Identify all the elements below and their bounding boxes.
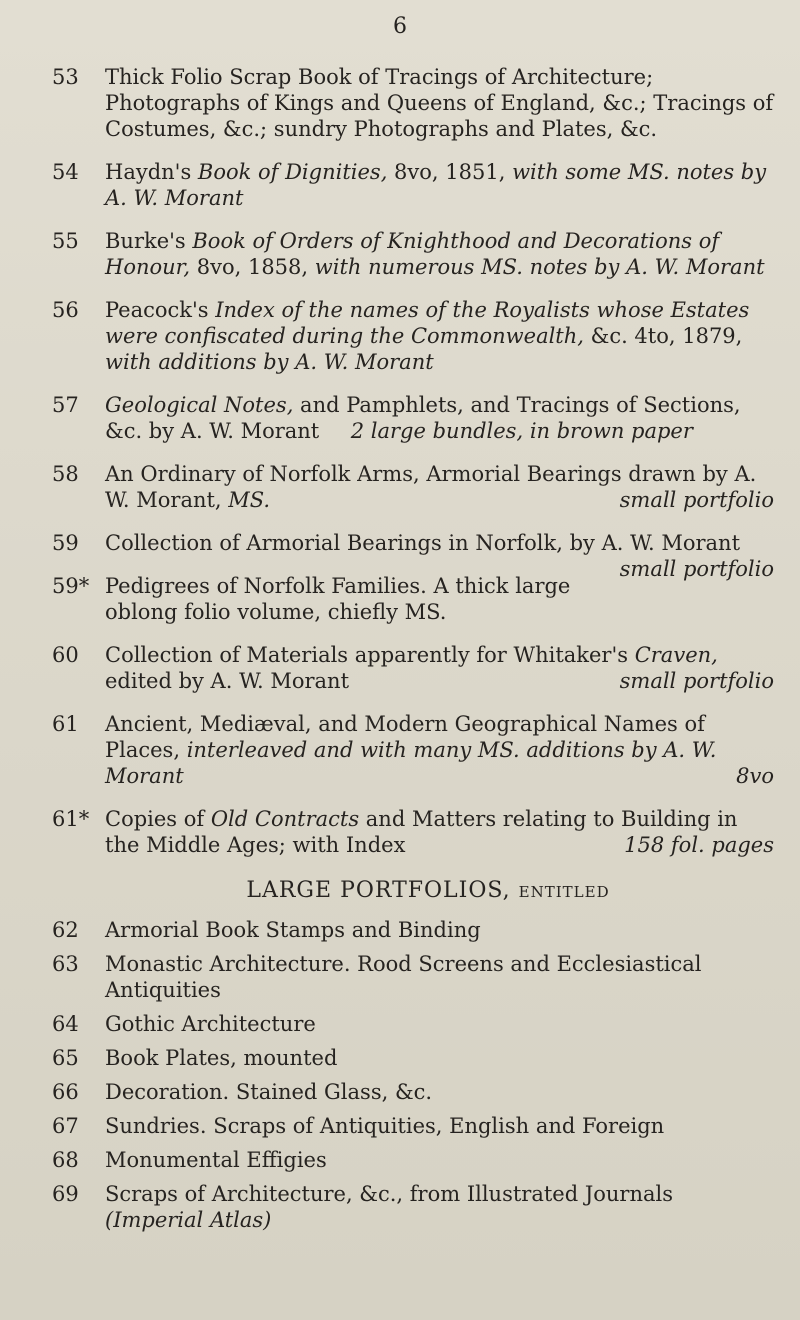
catalogue-entries: [52, 64, 774, 1241]
lot-number: 67: [52, 1114, 79, 1138]
lot-number: 55: [52, 229, 79, 253]
entry-description: [105, 159, 774, 211]
catalogue-entry-68: [52, 1147, 774, 1173]
entry-format-note: 158 fol. pages: [624, 833, 774, 857]
lot-number: 61: [52, 712, 79, 736]
entry-title: Old Contracts: [210, 807, 360, 831]
catalogue-entry-66: [52, 1079, 774, 1105]
entry-lead: Scraps of Architecture, &c., from Illustrated Journals: [105, 1182, 674, 1206]
entry-title: Geological Notes,: [105, 393, 294, 417]
entry-ms-mark: MS.: [228, 488, 271, 512]
catalogue-entry-69: [52, 1181, 774, 1233]
entry-description: [105, 392, 774, 444]
lot-number: 61*: [52, 807, 90, 831]
entry-description: [105, 642, 774, 694]
entry-lead: Collection of Materials apparently for Whitaker's: [105, 643, 635, 667]
entry-description: Monumental Effigies: [105, 1148, 327, 1172]
entry-editor: edited by A. W. Morant: [105, 669, 350, 693]
catalogue-entry-61: [52, 711, 774, 789]
entry-description: Thick Folio Scrap Book of Tracings of Architecture; Photographs of Kings and Queens of England, &c.; Tracings of Costumes, &c.; sundry Photographs and Plates, &c.: [105, 65, 774, 141]
catalogue-entry-65: [52, 1045, 774, 1071]
entry-format-note: (Imperial Atlas): [105, 1208, 272, 1232]
lot-number: 53: [52, 65, 79, 89]
catalogue-entry-55: [52, 228, 774, 280]
entry-description: Sundries. Scraps of Antiquities, English and Foreign: [105, 1114, 665, 1138]
entry-lead: Peacock's: [105, 298, 216, 322]
entry-title: Book of Orders of Knighthood and Decorations of Honour,: [105, 229, 720, 279]
entry-format: 8vo, 1851,: [387, 160, 513, 184]
catalogue-entry-58: [52, 461, 774, 513]
catalogue-entry-56: [52, 297, 774, 375]
catalogue-entry-59-star: [52, 573, 774, 625]
lot-number: 57: [52, 393, 79, 417]
entry-description: Monastic Architecture. Rood Screens and Ecclesiastical Antiquities: [105, 952, 702, 1002]
entry-detail: and Matters relating to Building in the Middle Ages; with Index: [105, 807, 738, 857]
entry-format: 8vo, 1858,: [190, 255, 315, 279]
entry-description: [105, 461, 774, 513]
entry-description: Gothic Architecture: [105, 1012, 316, 1036]
entry-format-note: 8vo: [736, 764, 774, 788]
catalogue-entry-62: [52, 917, 774, 943]
entry-description: [105, 1181, 774, 1233]
catalogue-entry-63: [52, 951, 774, 1003]
entry-lead: Collection of Armorial Bearings in Norfolk, by A. W. Morant: [105, 531, 741, 555]
section-heading: [52, 878, 774, 903]
lot-number: 59*: [52, 574, 90, 598]
catalogue-entry-57: [52, 392, 774, 444]
catalogue-entry-67: [52, 1113, 774, 1139]
page-number: 6: [393, 14, 407, 39]
lot-number: 69: [52, 1182, 79, 1206]
entry-annotation: with numerous MS. notes by A. W. Morant: [314, 255, 765, 279]
entry-format-note: 2 large bundles, in brown paper: [350, 419, 693, 443]
entry-lead: Burke's: [105, 229, 193, 253]
lot-number: 68: [52, 1148, 79, 1172]
entry-description: [105, 711, 774, 789]
lot-number: 56: [52, 298, 79, 322]
catalogue-entry-64: [52, 1011, 774, 1037]
entry-description: [105, 530, 774, 581]
lot-number: 66: [52, 1080, 79, 1104]
section-heading-sub: ENTITLED: [518, 883, 610, 901]
catalogue-entry-59: [52, 530, 774, 581]
entry-title: Index of the names of the Royalists whose Estates were confiscated during the Commonwealth,: [105, 298, 750, 348]
entry-description: [105, 228, 774, 280]
lot-number: 59: [52, 531, 79, 555]
catalogue-entry-54: [52, 159, 774, 211]
lot-number: 65: [52, 1046, 79, 1070]
entry-lead: Haydn's: [105, 160, 198, 184]
lot-number: 58: [52, 462, 79, 486]
catalogue-entry-60: [52, 642, 774, 694]
entry-annotation: with some MS. notes by A. W. Morant: [105, 160, 767, 210]
lot-number: 62: [52, 918, 79, 942]
entry-lead: and Pamphlets, and Tracings of Sections, &c. by A. W. Morant: [105, 393, 741, 443]
entry-annotation: interleaved and with many MS. additions by A. W. Morant: [105, 738, 717, 788]
section-heading-main: LARGE PORTFOLIOS,: [246, 878, 519, 903]
entry-description: [105, 297, 774, 375]
entry-description: Book Plates, mounted: [105, 1046, 338, 1070]
lot-number: 63: [52, 952, 79, 976]
entry-description: Pedigrees of Norfolk Families. A thick large oblong folio volume, chiefly MS.: [105, 574, 571, 624]
entry-format-note: small portfolio: [619, 669, 774, 693]
lot-number: 64: [52, 1012, 79, 1036]
entry-description: [105, 806, 774, 858]
catalogue-entry-61-star: [52, 806, 774, 858]
entry-lead: Copies of: [105, 807, 211, 831]
entry-lead: An Ordinary of Norfolk Arms, Armorial Bearings drawn by A. W. Morant,: [105, 462, 757, 512]
entry-description: Armorial Book Stamps and Binding: [105, 918, 481, 942]
entry-annotation: with additions by A. W. Morant: [105, 350, 434, 374]
catalogue-entry-53: [52, 64, 774, 142]
entry-format: &c. 4to, 1879,: [583, 324, 743, 348]
entry-description: Decoration. Stained Glass, &c.: [105, 1080, 433, 1104]
entry-format-note: small portfolio: [619, 557, 774, 581]
entry-title: Book of Dignities,: [197, 160, 388, 184]
entry-title: Craven,: [634, 643, 718, 667]
entry-lead: Ancient, Mediæval, and Modern Geographical Names of Places,: [105, 712, 705, 762]
lot-number: 54: [52, 160, 79, 184]
lot-number: 60: [52, 643, 79, 667]
entry-format-note: small portfolio: [619, 488, 774, 512]
